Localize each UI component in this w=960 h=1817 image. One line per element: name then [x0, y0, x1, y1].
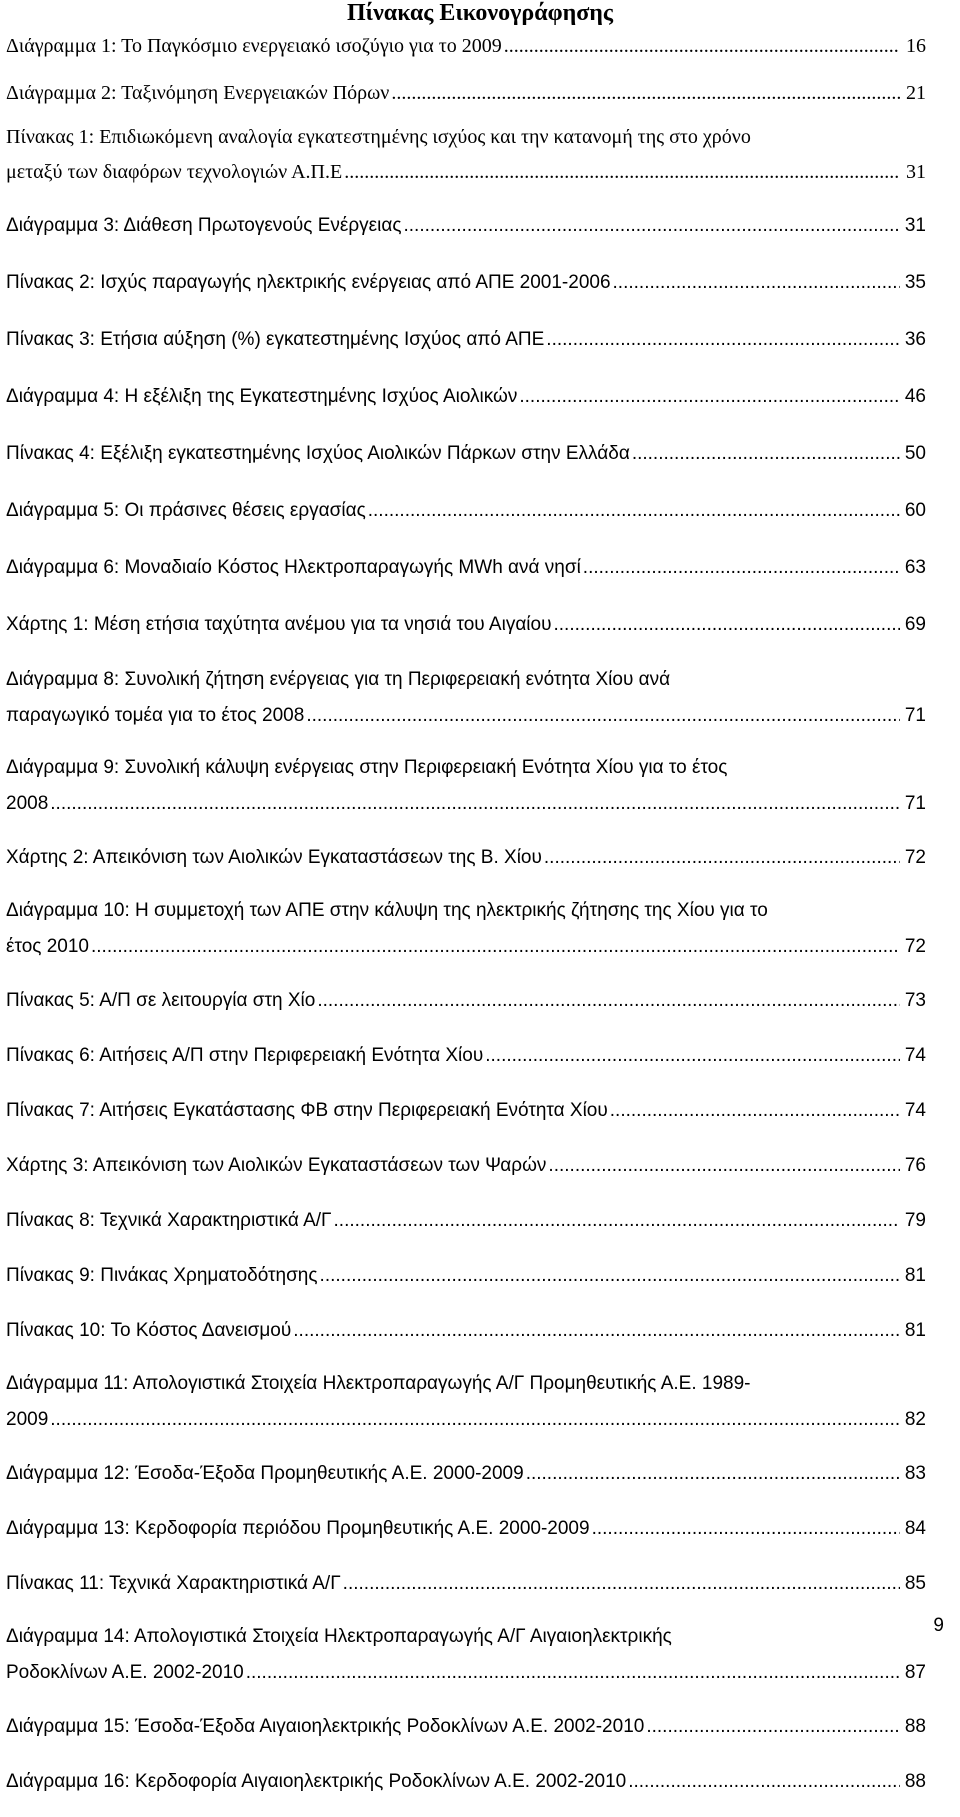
dot-leader: [548, 1146, 900, 1186]
entry-title-first-line: Διάγραμμα 14: Απολογιστικά Στοιχεία Ηλεκτροπαραγωγής Α/Γ Αιγαιοηλεκτρικής: [6, 1626, 672, 1647]
entry-title-first-line: Διάγραμμα 9: Συνολική κάλυψη ενέργειας στην Περιφερειακή Ενότητα Χίου για το έτος: [6, 757, 728, 778]
entry-title: Διάγραμμα 6: Μοναδιαίο Κόστος Ηλεκτροπαραγωγής MWh ανά νησί: [6, 557, 581, 578]
entry-page: 76: [904, 1155, 926, 1176]
dot-leader: [293, 1311, 900, 1351]
dot-leader: [343, 1564, 900, 1604]
entry-title: Διάγραμμα 13: Κερδοφορία περιόδου Προμηθευτικής Α.Ε. 2000-2009: [6, 1518, 590, 1539]
dot-leader: [306, 698, 900, 734]
entry-title: Πίνακας 8: Τεχνικά Χαρακτηριστικά Α/Γ: [6, 1210, 332, 1231]
toc-entry[interactable]: [6, 1256, 926, 1311]
entry-title: μεταξύ των διαφόρων τεχνολογιών Α.Π.Ε: [6, 161, 343, 183]
dot-leader: [519, 377, 900, 417]
dot-leader: [504, 26, 900, 66]
entry-title: Ροδοκλίνων Α.Ε. 2002-2010: [6, 1662, 244, 1683]
toc-entry[interactable]: [6, 1564, 926, 1619]
entry-title: Πίνακας 10: Το Κόστος Δανεισμού: [6, 1320, 292, 1341]
dot-leader: [317, 981, 900, 1021]
toc-entry[interactable]: [6, 1707, 926, 1762]
entry-page: 60: [904, 500, 926, 521]
entry-title: Διάγραμμα 4: Η εξέλιξη της Εγκατεστημένης Ισχύος Αιολικών: [6, 386, 518, 407]
entry-page: 63: [904, 557, 926, 578]
dot-leader: [583, 548, 900, 588]
entry-title-first-line: Πίνακας 1: Επιδιωκόμενη αναλογία εγκατεστημένης ισχύος και την κατανομή της στο χρόνο: [6, 126, 751, 148]
entry-title: Πίνακας 7: Αιτήσεις Εγκατάστασης ΦΒ στην Περιφερειακή Ενότητα Χίου: [6, 1100, 608, 1121]
dot-leader: [391, 73, 900, 113]
toc-entry[interactable]: [6, 981, 926, 1036]
entry-page: 87: [904, 1662, 926, 1683]
toc-entry[interactable]: [6, 1366, 926, 1454]
toc-entry[interactable]: [6, 1201, 926, 1256]
toc-entry[interactable]: [6, 1454, 926, 1509]
entry-page: 71: [904, 793, 926, 814]
entry-title: Χάρτης 1: Μέση ετήσια ταχύτητα ανέμου για τα νησιά του Αιγαίου: [6, 614, 552, 635]
entry-title: Διάγραμμα 5: Οι πράσινες θέσεις εργασίας: [6, 500, 366, 521]
entry-title: 2008: [6, 793, 49, 814]
entry-page: 31: [906, 161, 926, 183]
toc-entry[interactable]: [6, 1762, 926, 1817]
entry-title: Χάρτης 3: Απεικόνιση των Αιολικών Εγκαταστάσεων των Ψαρών: [6, 1155, 547, 1176]
dot-leader: [246, 1655, 900, 1691]
entry-title: Διάγραμμα 1: Το Παγκόσμιο ενεργειακό ισοζύγιο για το 2009: [6, 35, 502, 57]
entry-title: Πίνακας 9: Πινάκας Χρηματοδότησης: [6, 1265, 318, 1286]
entry-page: 73: [904, 990, 926, 1011]
entry-page: 36: [904, 329, 926, 350]
entry-page: 50: [904, 443, 926, 464]
entry-title: Διάγραμμα 3: Διάθεση Πρωτογενούς Ενέργειας: [6, 215, 402, 236]
entry-title: Πίνακας 5: Α/Π σε λειτουργία στη Χίο: [6, 990, 316, 1011]
dot-leader: [334, 1201, 900, 1241]
dot-leader: [50, 786, 900, 822]
toc-entry[interactable]: [6, 1146, 926, 1201]
entry-page: 81: [904, 1320, 926, 1341]
toc-entry[interactable]: [6, 1619, 926, 1707]
entry-page: 88: [904, 1771, 926, 1792]
entry-title: Διάγραμμα 15: Έσοδα-Έξοδα Αιγαιοηλεκτρικής Ροδοκλίνων Α.Ε. 2002-2010: [6, 1716, 645, 1737]
entry-page: 16: [906, 35, 926, 57]
entry-page: 31: [904, 215, 926, 236]
toc-entry[interactable]: [6, 893, 926, 981]
entry-page: 74: [904, 1100, 926, 1121]
toc-entry[interactable]: [6, 1091, 926, 1146]
dot-leader: [632, 434, 900, 474]
page-number: 9: [933, 1615, 944, 1636]
page-title: Πίνακας Εικονογράφησης: [346, 0, 614, 26]
entry-page: 72: [904, 847, 926, 868]
entry-page: 88: [904, 1716, 926, 1737]
entry-page: 79: [904, 1210, 926, 1231]
dot-leader: [610, 1091, 900, 1131]
entry-page: 46: [904, 386, 926, 407]
dot-leader: [526, 1454, 900, 1494]
toc-entry[interactable]: [6, 662, 926, 750]
toc-entry[interactable]: [6, 320, 926, 377]
entry-title: 2009: [6, 1409, 49, 1430]
dot-leader: [403, 206, 900, 246]
toc-entry[interactable]: [6, 750, 926, 838]
entry-title: Διάγραμμα 12: Έσοδα-Έξοδα Προμηθευτικής Α.Ε. 2000-2009: [6, 1463, 524, 1484]
entry-title-first-line: Διάγραμμα 11: Απολογιστικά Στοιχεία Ηλεκτροπαραγωγής Α/Γ Προμηθευτικής Α.Ε. 1989-: [6, 1373, 751, 1394]
toc-entry[interactable]: [6, 491, 926, 548]
toc-entry[interactable]: [6, 434, 926, 491]
entry-page: 74: [904, 1045, 926, 1066]
entry-page: 85: [904, 1573, 926, 1594]
toc-entry[interactable]: [6, 377, 926, 434]
toc-entry[interactable]: [6, 26, 926, 73]
entry-title: Πίνακας 11: Τεχνικά Χαρακτηριστικά Α/Γ: [6, 1573, 341, 1594]
entry-page: 72: [904, 936, 926, 957]
entry-title: Πίνακας 2: Ισχύς παραγωγής ηλεκτρικής ενέργειας από ΑΠΕ 2001-2006: [6, 272, 611, 293]
toc-entry[interactable]: [6, 838, 926, 893]
entry-page: 35: [904, 272, 926, 293]
toc-entry[interactable]: [6, 206, 926, 263]
dot-leader: [485, 1036, 900, 1076]
dot-leader: [554, 605, 901, 645]
entry-title: Χάρτης 2: Απεικόνιση των Αιολικών Εγκαταστάσεων της Β. Χίου: [6, 847, 542, 868]
table-of-figures: [6, 26, 926, 1817]
dot-leader: [91, 929, 900, 965]
toc-entry[interactable]: [6, 120, 926, 206]
dot-leader: [546, 320, 900, 360]
entry-page: 71: [904, 705, 926, 726]
dot-leader: [646, 1707, 900, 1747]
toc-entry[interactable]: [6, 263, 926, 320]
entry-title: Πίνακας 6: Αιτήσεις Α/Π στην Περιφερειακή Ενότητα Χίου: [6, 1045, 484, 1066]
dot-leader: [320, 1256, 900, 1296]
toc-entry[interactable]: [6, 1311, 926, 1366]
toc-entry[interactable]: [6, 605, 926, 662]
toc-entry[interactable]: [6, 1036, 926, 1091]
entry-title: Πίνακας 4: Εξέλιξη εγκατεστημένης Ισχύος Αιολικών Πάρκων στην Ελλάδα: [6, 443, 630, 464]
dot-leader: [368, 491, 900, 531]
entry-page: 84: [904, 1518, 926, 1539]
entry-title: Διάγραμμα 16: Κερδοφορία Αιγαιοηλεκτρικής Ροδοκλίνων Α.Ε. 2002-2010: [6, 1771, 627, 1792]
entry-title-first-line: Διάγραμμα 10: Η συμμετοχή των ΑΠΕ στην κάλυψη της ηλεκτρικής ζήτησης της Χίου για το: [6, 900, 768, 921]
entry-title-first-line: Διάγραμμα 8: Συνολική ζήτηση ενέργειας για τη Περιφερειακή ενότητα Χίου ανά: [6, 669, 671, 690]
dot-leader: [613, 263, 900, 303]
dot-leader: [628, 1762, 900, 1802]
toc-entry[interactable]: [6, 73, 926, 120]
entry-title: έτος 2010: [6, 936, 89, 957]
dot-leader: [592, 1509, 900, 1549]
entry-title: Διάγραμμα 2: Ταξινόμηση Ενεργειακών Πόρων: [6, 82, 390, 104]
entry-page: 82: [904, 1409, 926, 1430]
entry-title: παραγωγικό τομέα για το έτος 2008: [6, 705, 305, 726]
entry-title: Πίνακας 3: Ετήσια αύξηση (%) εγκατεστημένης Ισχύος από ΑΠΕ: [6, 329, 545, 350]
entry-page: 69: [904, 614, 926, 635]
entry-page: 83: [904, 1463, 926, 1484]
dot-leader: [544, 838, 900, 878]
entry-page: 81: [904, 1265, 926, 1286]
dot-leader: [344, 155, 900, 190]
toc-entry[interactable]: [6, 1509, 926, 1564]
entry-page: 21: [906, 82, 926, 104]
dot-leader: [50, 1402, 900, 1438]
toc-entry[interactable]: [6, 548, 926, 605]
